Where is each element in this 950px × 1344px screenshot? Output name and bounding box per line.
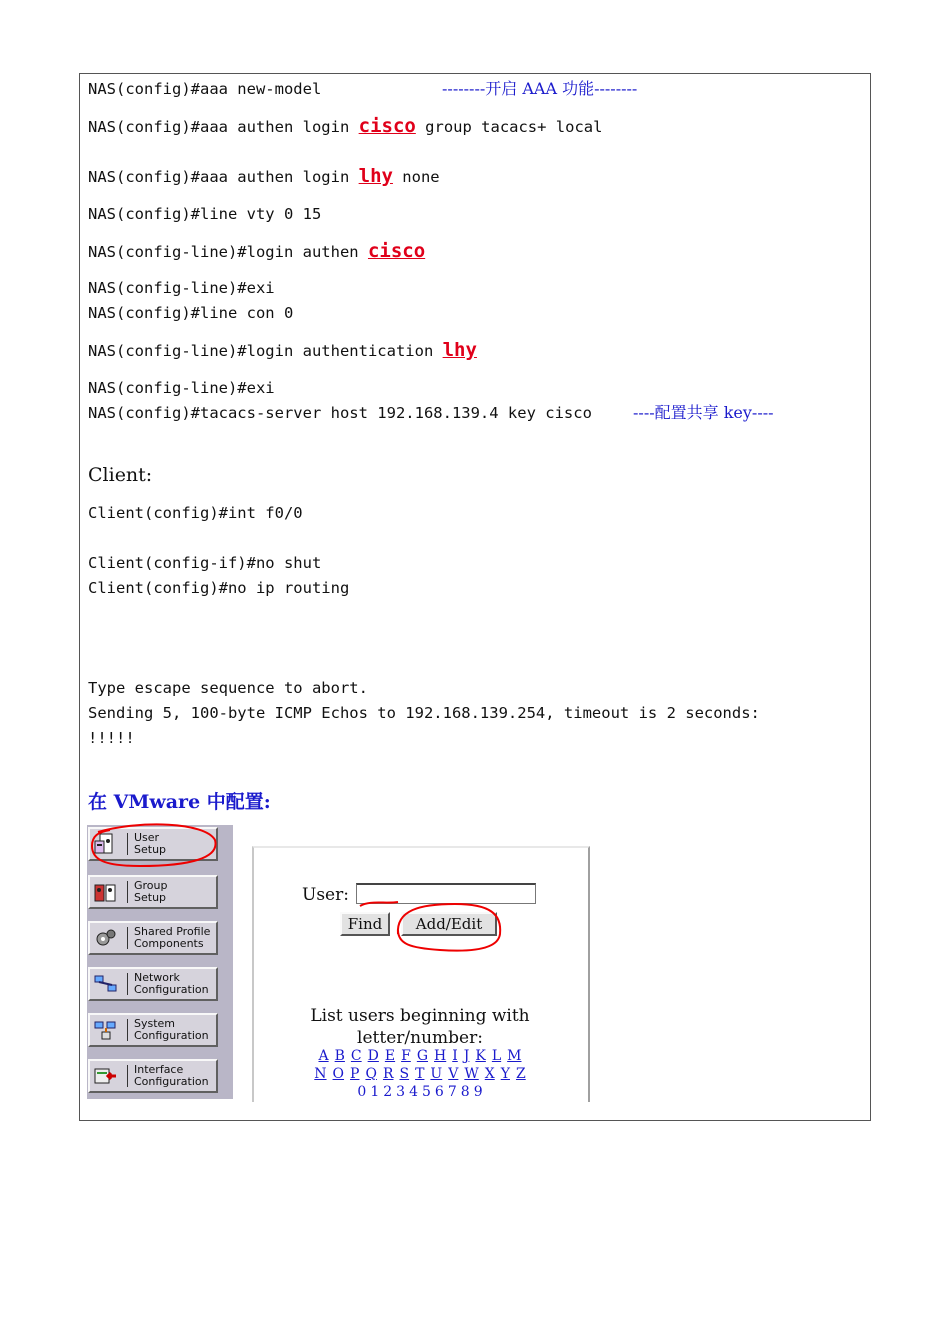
letter-link[interactable]: X — [484, 1066, 495, 1082]
nav-label — [134, 926, 210, 950]
digit-link[interactable]: 5 — [422, 1084, 431, 1100]
client-heading: Client: — [88, 464, 153, 486]
nav-label-2: Configuration — [134, 1029, 209, 1042]
nav-label-2: Components — [134, 937, 204, 950]
highlight-lhy: lhy — [442, 339, 477, 361]
nav-separator — [127, 833, 128, 855]
nav-label — [134, 880, 168, 904]
letter-link[interactable]: O — [332, 1066, 345, 1082]
nav-separator — [127, 881, 128, 903]
user-input[interactable] — [356, 883, 536, 904]
nas-cmd: NAS(config)#aaa authen login — [88, 118, 359, 136]
nav-label-2: Configuration — [134, 983, 209, 996]
letter-link[interactable]: B — [334, 1048, 345, 1064]
highlight-cisco: cisco — [367, 240, 426, 262]
digit-link[interactable]: 3 — [396, 1084, 406, 1100]
network-config-icon — [94, 973, 118, 995]
digit-link[interactable]: 1 — [370, 1084, 380, 1100]
nas-line-2 — [88, 117, 602, 136]
letter-link[interactable]: R — [382, 1066, 394, 1082]
nas-line-6: NAS(config-line)#exi — [88, 279, 275, 297]
nas-line-7: NAS(config)#line con 0 — [88, 304, 294, 322]
nav-group-setup[interactable] — [88, 875, 218, 909]
nav-separator — [127, 927, 128, 949]
digit-link[interactable]: 6 — [434, 1084, 444, 1100]
nas-cmd: NAS(config)#aaa new-model — [88, 80, 322, 98]
system-config-icon — [94, 1019, 118, 1041]
letters-row-1 — [292, 1048, 548, 1065]
nas-cmd: NAS(config)#aaa authen login — [88, 168, 359, 186]
digit-link[interactable]: 0 — [357, 1084, 367, 1100]
letter-link[interactable]: F — [401, 1048, 411, 1064]
letter-link[interactable]: H — [434, 1048, 447, 1064]
nav-label — [134, 1064, 209, 1088]
nas-line-8 — [88, 341, 477, 360]
letter-link[interactable]: E — [384, 1048, 396, 1064]
nav-label-1: Interface — [134, 1063, 184, 1076]
nav-network-config[interactable] — [88, 967, 218, 1001]
nas-line-4: NAS(config)#line vty 0 15 — [88, 205, 322, 223]
nas-note-key: ----配置共享 key---- — [633, 403, 774, 422]
letter-link[interactable]: V — [448, 1066, 459, 1082]
client-line-2: Client(config-if)#no shut — [88, 554, 322, 572]
nav-label-2: Configuration — [134, 1075, 209, 1088]
nav-shared-profile[interactable] — [88, 921, 218, 955]
letters-row-2 — [292, 1066, 548, 1083]
nas-line-9: NAS(config-line)#exi — [88, 379, 275, 397]
highlight-cisco: cisco — [358, 115, 416, 137]
nas-line-10: NAS(config)#tacacs-server host 192.168.139.4 key cisco — [88, 404, 592, 422]
nas-cmd: NAS(config-line)#login authentication — [88, 342, 443, 360]
letter-link[interactable]: J — [463, 1048, 470, 1064]
letter-link[interactable]: I — [452, 1048, 458, 1064]
user-setup-icon — [94, 833, 118, 855]
letter-link[interactable]: A — [318, 1048, 329, 1064]
vmware-heading: 在 VMware 中配置: — [88, 791, 271, 813]
letter-link[interactable]: W — [464, 1066, 479, 1082]
highlight-lhy: lhy — [358, 165, 393, 187]
nas-line-3 — [88, 167, 440, 186]
letter-link[interactable]: L — [491, 1048, 502, 1064]
ping-line-2: Sending 5, 100-byte ICMP Echos to 192.168.139.254, timeout is 2 seconds: — [88, 704, 760, 722]
add-edit-button[interactable]: Add/Edit — [401, 912, 497, 936]
nas-line-1 — [88, 80, 321, 98]
letter-link[interactable]: S — [399, 1066, 410, 1082]
nav-label — [134, 832, 166, 856]
nas-note-aaa: --------开启 AAA 功能-------- — [442, 79, 638, 98]
nav-user-setup[interactable] — [88, 827, 218, 861]
letter-link[interactable]: M — [507, 1048, 522, 1064]
nav-interface-config[interactable] — [88, 1059, 218, 1093]
nav-label-1: Network — [134, 971, 180, 984]
letter-link[interactable]: Y — [500, 1066, 510, 1082]
letter-link[interactable]: D — [367, 1048, 379, 1064]
digit-link[interactable]: 2 — [383, 1084, 393, 1100]
ping-line-3: !!!!! — [88, 729, 135, 747]
nav-label-2: Setup — [134, 891, 167, 904]
list-users-title-2: letter/number: — [357, 1028, 483, 1048]
nav-label-1: Group — [134, 879, 168, 892]
client-line-1: Client(config)#int f0/0 — [88, 504, 303, 522]
letter-link[interactable]: Z — [515, 1066, 526, 1082]
nav-label-2: Setup — [134, 843, 167, 856]
nav-label-1: System — [134, 1017, 176, 1030]
digit-link[interactable]: 8 — [460, 1084, 470, 1100]
letter-link[interactable]: N — [314, 1066, 327, 1082]
shared-profile-icon — [94, 927, 118, 949]
find-button[interactable]: Find — [340, 912, 390, 936]
letter-link[interactable]: P — [350, 1066, 360, 1082]
client-line-3: Client(config)#no ip routing — [88, 579, 350, 597]
nav-label — [134, 1018, 209, 1042]
letter-link[interactable]: U — [430, 1066, 443, 1082]
nav-label-1: User — [134, 831, 160, 844]
digit-link[interactable]: 4 — [409, 1084, 418, 1100]
acs-nav-panel — [87, 825, 233, 1099]
letter-link[interactable]: T — [415, 1066, 425, 1082]
digit-link[interactable]: 7 — [447, 1084, 457, 1100]
interface-config-icon — [94, 1065, 118, 1087]
nav-label-1: Shared Profile — [134, 925, 211, 938]
letter-link[interactable]: C — [350, 1048, 362, 1064]
group-setup-icon — [94, 881, 118, 903]
nas-cmd-tail: group tacacs+ local — [415, 118, 603, 136]
nav-system-config[interactable] — [88, 1013, 218, 1047]
user-label: User: — [302, 885, 349, 905]
ping-line-1: Type escape sequence to abort. — [88, 679, 368, 697]
nav-separator — [127, 973, 128, 995]
nas-cmd: NAS(config-line)#login authen — [88, 243, 368, 261]
digits-row — [292, 1084, 548, 1100]
list-users-title-1: List users beginning with — [310, 1006, 530, 1026]
nas-cmd-tail: none — [392, 168, 440, 186]
nav-separator — [127, 1019, 128, 1041]
letter-link[interactable]: Q — [365, 1066, 377, 1082]
letter-link[interactable]: K — [475, 1048, 486, 1064]
digit-link[interactable]: 9 — [473, 1084, 483, 1100]
nav-label — [134, 972, 209, 996]
nas-line-5 — [88, 242, 425, 261]
letter-link[interactable]: G — [416, 1048, 429, 1064]
nav-separator — [127, 1065, 128, 1087]
